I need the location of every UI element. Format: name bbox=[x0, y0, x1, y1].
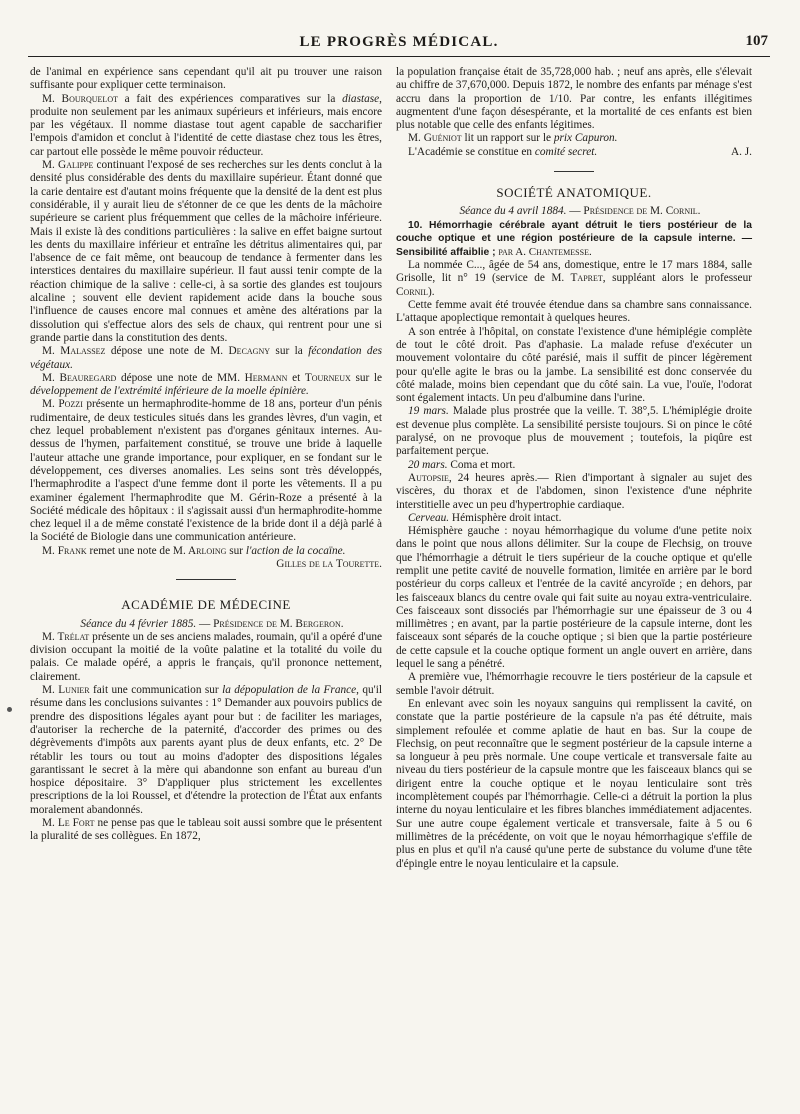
page-number: 107 bbox=[745, 33, 768, 49]
paragraph: de l'animal en expérience sans cependant qu'il ait pu trouver une raison suffisante pour expliquer cette terminaison. bbox=[30, 66, 382, 92]
section-divider bbox=[176, 579, 236, 580]
session-presidence: — Présidence de M. Bergeron. bbox=[199, 617, 344, 630]
text-run: Malade plus prostrée que la veille. T. 38°,5. L'hémiplégie droite est devenue plus complète. La sensibilité persiste toujours. Si on pince le côté paralysé, on ne provoque plus de mouvement ; toutefois, la piqûre est parfaitement perçue. bbox=[396, 405, 753, 458]
session-presidence: — Présidence de M. Cornil. bbox=[569, 205, 701, 218]
paragraph bbox=[30, 817, 382, 844]
text-run: présente un hermaphrodite-homme de 18 ans, porteur d'un pénis rudimentaire, de deux testicules situés dans les grandes lèvres, d'un vagin, et chez lequel probablement n'existent pas d'organes génitaux internes. Au-dessus de l'hymen, parfaitement constitué, se trouve une bride à laquelle l'auteur attache une grande importance, pour expliquer, en se fondant sur le développement, ces diverses anomalies. Les seins sont très développés, l'hermaphrodite a l'aspect d'une femme dont il porte les vêtements. Il a pu examiner également l'hermaphrodite que M. Gérin-Roze a présenté à la Société médicale des hôpitaux : il s'agissait aussi d'un hermaphrodite-homme chez lequel il a de même constaté l'existence de la bride dont il a déjà parlé à la Société de Biologie dans une communication antérieure. bbox=[30, 398, 382, 544]
text-run: , qu'il résume dans les conclusions suivantes : 1° Demander aux pouvoirs publics de prendre des dispositions légales ayant pour but : de faciliter les mariages, d'autoriser la recherche de la paternité, d'accorder des primes ou des dégrèvements d'impôts aux parents ayant plus de deux enfants, etc. 2° De rétablir les tours ou tout au moins d'adopter des dispositions légales garantissant le secret à la mère qui abandonne son enfant au bureau d'un hospice dépositaire. 3° D'appliquer plus strictement les excellentes prescriptions de la loi Roussel, et d'étendre la protection de l'État aux enfants moralement abandonnés. bbox=[30, 684, 382, 816]
person-name: M. Lunier bbox=[42, 684, 90, 697]
italic-title: l'action de la cocaïne. bbox=[245, 544, 346, 557]
session-date: Séance du 4 février 1885. bbox=[80, 617, 197, 630]
text-run: sur bbox=[226, 544, 246, 557]
italic-title: développement de l'extrémité inférieure de la moelle épinière. bbox=[30, 385, 309, 398]
page-header bbox=[28, 30, 770, 57]
paragraph: A son entrée à l'hôpital, on constate l'existence d'une hémiplégie complète de tout le côté droit. Pas d'aphasie. La malade refuse d'exécuter un mouvement volontaire du côté parésié, mais il suffit de pincer légèrement pour qu'elle agite le bras ou la jambe. La sensibilité est donc conservée du côté malade, moins bien cependant que du côté sain. La vue, l'ouïe, l'odorat sont également intacts. Un peu d'albumine dans l'urine. bbox=[396, 325, 752, 405]
text-run: ). bbox=[427, 285, 435, 298]
text-run: , 24 heures après.— Rien d'important à signaler au sujet des viscères, du thorax et de l'abdomen, sinon l'existence d'une néphrite interstitielle avec un peu d'hypertrophie cardiaque. bbox=[396, 471, 752, 511]
date-label: 19 mars. bbox=[408, 405, 449, 418]
paragraph bbox=[30, 545, 382, 558]
left-column bbox=[30, 66, 382, 844]
paragraph bbox=[30, 398, 382, 544]
report-heading bbox=[396, 219, 752, 260]
running-title: LE PROGRÈS MÉDICAL. bbox=[299, 34, 499, 50]
text-run: La nommée C..., âgée de 54 ans, domestique, entre le 17 mars 1884, salle Grisolle, lit n° 19 (service de bbox=[396, 259, 752, 285]
person-name: M. Guéniot bbox=[408, 132, 462, 145]
paragraph bbox=[396, 405, 752, 458]
paragraph: A première vue, l'hémorrhagie recouvre le tiers postérieur de la capsule et semble l'avoir détruit. bbox=[396, 671, 752, 697]
person-name: M. Galippe bbox=[42, 159, 94, 172]
italic-term: diastase bbox=[342, 92, 380, 105]
text-run: L'Académie se constitue en bbox=[408, 145, 535, 158]
ink-mark bbox=[7, 707, 12, 712]
person-name: Tourneux bbox=[304, 371, 351, 384]
text-run: ne pense pas que le tableau soit aussi sombre que le présentent la pluralité de ses collègues. En 1872, bbox=[30, 817, 382, 843]
text-run: Coma et mort. bbox=[447, 458, 516, 471]
person-name: M. Le Fort bbox=[42, 817, 95, 830]
person-name: M. Pozzi bbox=[42, 398, 83, 411]
section-title: SOCIÉTÉ ANATOMIQUE. bbox=[496, 185, 652, 201]
person-name: M. Arloing bbox=[172, 544, 227, 557]
person-name: M. Trélat bbox=[42, 630, 90, 643]
paragraph bbox=[30, 345, 382, 372]
text-run: , suppléant alors le professeur bbox=[602, 272, 752, 285]
text-run: dépose une note de bbox=[105, 345, 211, 358]
italic-term: comité secret. bbox=[534, 145, 598, 158]
person-name: M. Malassez bbox=[42, 345, 106, 358]
person-name: M. Beauregard bbox=[42, 371, 117, 384]
date-label: 20 mars. bbox=[408, 458, 448, 471]
paragraph: En enlevant avec soin les noyaux sanguins qui remplissent la cavité, on constate que la partie postérieure de la capsule n'a pas été détruite, mais simplement refoulée et comme aplatie de haut en bas. Sur la coupe de Flechsig, on peut reconnaître que le segment postérieur de la capsule interne a sa longueur à peu près normale. Une coupe verticale et transversale faite au niveau du tiers postérieur de la capsule montre que les faisceaux blancs qui se dirigent entre la couche optique et le noyau lenticulaire sont très incomplètement coupés par l'hémorrhagie. Celle-ci a détruit la portion la plus interne du noyau lenticulaire et les fibres blanches immédiatement adjacentes. Sur une autre coupe également verticale et transversale, faite à 5 ou 6 millimètres de la précédente, on voit que le noyau hémorrhagique s'effile de plus en plus et qu'il n'a causé qu'une perte de substance du volume d'une tête d'épingle entre le noyau lenticulaire et la capsule. bbox=[396, 697, 752, 870]
section-title: ACADÉMIE DE MÉDECINE bbox=[121, 597, 291, 613]
person-name: M. Tapret bbox=[551, 272, 603, 285]
paragraph bbox=[30, 684, 382, 817]
session-date: Séance du 4 avril 1884. bbox=[459, 205, 567, 218]
autopsy-label: Autopsie bbox=[408, 471, 449, 484]
person-name: M. Frank bbox=[42, 544, 87, 557]
author-signature: A. J. bbox=[730, 145, 752, 158]
right-column bbox=[396, 66, 752, 871]
section-divider bbox=[554, 171, 594, 172]
italic-title: prix Capuron. bbox=[553, 132, 618, 145]
paragraph bbox=[396, 132, 752, 145]
text-run: fait une communication sur bbox=[89, 684, 223, 697]
paragraph bbox=[30, 372, 382, 399]
session-line bbox=[396, 205, 752, 218]
paragraph bbox=[396, 459, 752, 472]
person-name: M. Decagny bbox=[210, 345, 271, 358]
person-name: MM. Hermann bbox=[217, 371, 288, 384]
text-run: sur la bbox=[270, 345, 309, 358]
paragraph bbox=[396, 472, 752, 512]
paragraph bbox=[30, 159, 382, 345]
text-run: a fait des expériences comparatives sur la bbox=[117, 92, 343, 105]
report-title: 10. Hémorrhagie cérébrale ayant détruit le tiers postérieur de la couche optique et une région postérieure de la capsule interne. — Sensibilité affaiblie ; bbox=[396, 219, 752, 258]
paragraph bbox=[396, 146, 752, 159]
text-run: lit un rapport sur le bbox=[461, 132, 554, 145]
text-run: remet une note de bbox=[86, 544, 173, 557]
italic-title: fécondation des végétaux. bbox=[30, 345, 382, 371]
italic-title: la dépopulation de la France bbox=[222, 684, 357, 697]
text-run: continuant l'exposé de ses recherches sur les dents conclut à la densité plus considérable des dents du maxillaire supérieur. Étant donné que la carie dentaire est d'autant moins fréquente que la densité de la dent est plus considérable, il y aurait lieu de s'étonner de ce que les dents de la mâchoire supérieure se carient plus fréquemment que celles de la mâchoire inférieure. Mais il existe là des conditions particulières : la salive en effet baigne surtout les dents du maxillaire inférieur et entraîne les détritus alimentaires qui, par l'absence de ce fait même, ont beaucoup de tendance à fermenter dans les interstices dentaires du maxillaire supérieur. Il faut aussi tenir compte de la réaction chimique de la salive : celle-ci, à sa sortie des glandes est toujours alcaline ; souvent elle devient rapidement acide dans la bouche sous l'influence de causes encore mal connues et amène des altérations par la dissolution qui s'effectue alors des sels de chaux, qui rentrent pour une si grande partie dans la constitution des dents. bbox=[30, 159, 382, 344]
organ-label: Cerveau. bbox=[408, 511, 450, 524]
text-run: , produite non seulement par les animaux supérieurs et inférieurs, mais encore par les végétaux. Il nomme diastase tout agent capable de saccharifier l'empois d'amidon et conclut à l'identité de cette diastase chez tous les êtres, car partout elle possède le même pouvoir réducteur. bbox=[30, 92, 382, 158]
paragraph: Hémisphère gauche : noyau hémorrhagique du volume d'une petite noix dans le point que nous allons délimiter. Sur la coupe de Flechsig, on trouve que l'hémorrhagie a détruit le tiers supérieur de la couche optique et qu'elle remplit une petite cavité de nouvelle formation, limitée en arrière par le bord postérieur du corps calleux et l'entrée de la cavité ancyroïde ; en dehors, par les faisceaux blancs du centre ovale qui fait suite au noyau extra-ventriculaire. Ces faisceaux sont dissociés par l'hémorrhagie sur une épaisseur de 3 ou 4 millimètres ; en avant, par la partie postérieure de la capsule interne, dont les faisceaux sont séparés de la couche optique ; si bien que la partie postérieure de cette capsule et la couche optique forment un angle ouvert en arrière, dans lequel le sang a pénétré. bbox=[396, 525, 752, 671]
text-run: Hémisphère droit intact. bbox=[449, 511, 562, 524]
paragraph bbox=[396, 259, 752, 299]
session-line bbox=[30, 618, 382, 631]
person-name: M. Bourquelot bbox=[42, 92, 118, 105]
text-run: et bbox=[287, 371, 305, 384]
author-signature: Gilles de la Tourette. bbox=[276, 557, 382, 570]
text-run: dépose une note de bbox=[116, 371, 218, 384]
paragraph bbox=[396, 512, 752, 525]
paragraph bbox=[30, 93, 382, 159]
text-run: présente un de ses anciens malades, roumain, qu'il a opéré d'une division occupant la moitié de la voûte palatine et la totalité du voile du palais. Ce malade opéré, a appris le français, qu'il prononce nettement, clairement. bbox=[30, 630, 382, 683]
paragraph bbox=[30, 631, 382, 684]
paragraph: la population française était de 35,728,000 hab. ; neuf ans après, elle s'élevait au chiffre de 37,670,000. Depuis 1872, le nombre des enfants par ménage s'est accru dans la proportion de 1/10. Par contre, les enfants illégitimes augmentent d'une façon désespérante, et la mortalité de ces enfants est bien plus notable que celle des enfants légitimes. bbox=[396, 66, 752, 132]
text-run: sur le bbox=[350, 371, 382, 384]
report-author: par A. Chantemesse. bbox=[495, 245, 592, 258]
paragraph: Cette femme avait été trouvée étendue dans sa chambre sans connaissance. L'attaque apoplectique remontait à quelques heures. bbox=[396, 299, 752, 325]
person-name: Cornil bbox=[396, 285, 428, 298]
